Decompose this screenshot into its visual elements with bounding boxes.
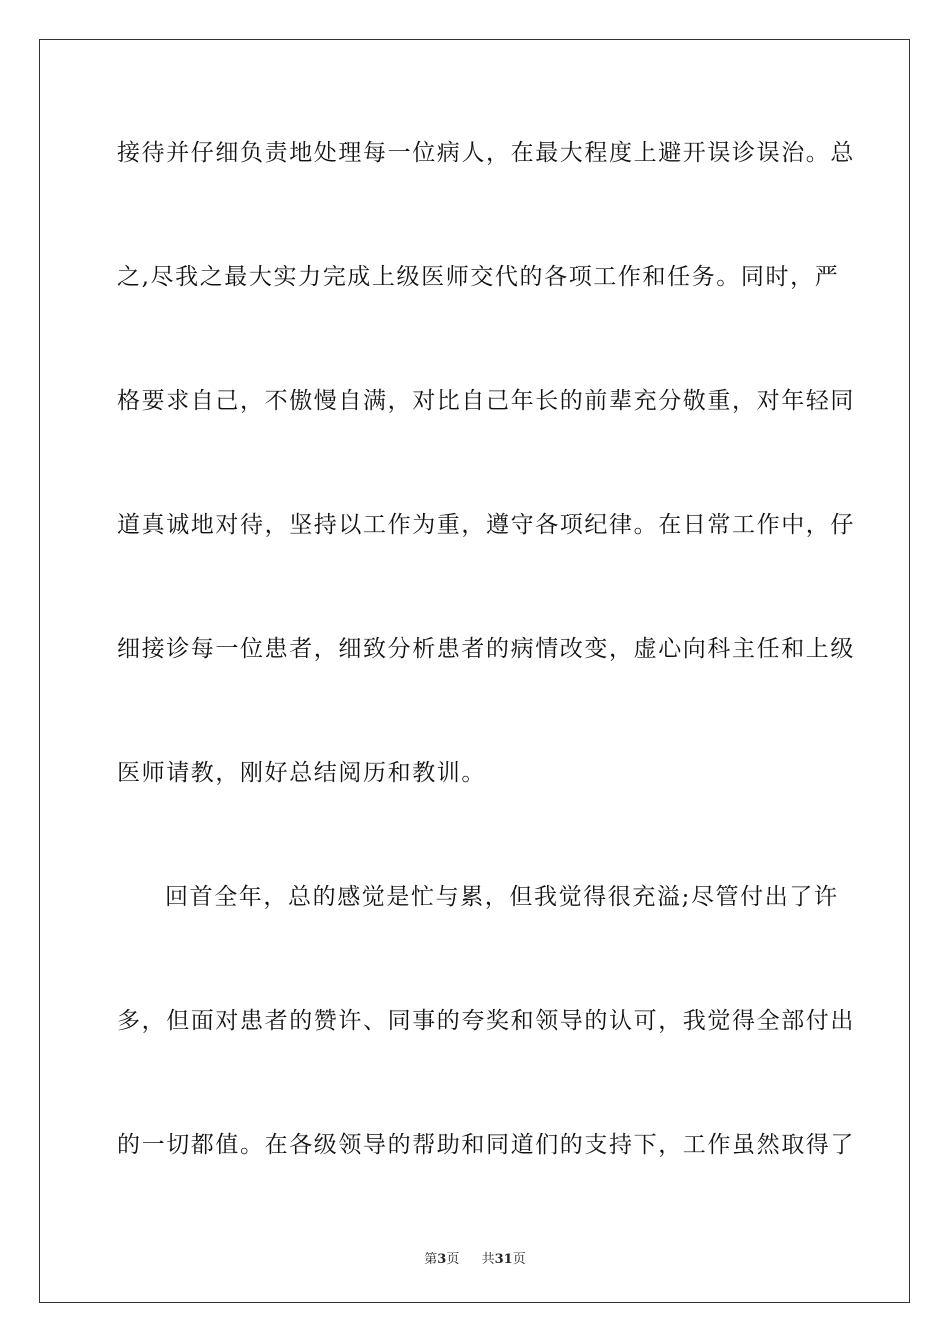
body-text-line: 细接诊每一位患者，细致分析患者的病情改变，虚心向科主任和上级 <box>117 636 855 662</box>
total-suffix: 页 <box>512 1252 526 1267</box>
body-text-line: 之,尽我之最大实力完成上级医师交代的各项工作和任务。同时，严 <box>117 264 840 290</box>
page-footer <box>0 1248 950 1267</box>
body-text-line: 道真诚地对待，坚持以工作为重，遵守各项纪律。在日常工作中，仔 <box>117 512 855 538</box>
page-border <box>39 39 910 1303</box>
page-suffix: 页 <box>446 1252 460 1267</box>
body-text-line: 医师请教，刚好总结阅历和教训。 <box>117 760 486 786</box>
body-text-line: 多，但面对患者的赞许、同事的夸奖和领导的认可，我觉得全部付出 <box>117 1008 855 1034</box>
total-page-count: 31 <box>494 1252 513 1267</box>
total-prefix: 共 <box>481 1252 495 1267</box>
current-page-number: 3 <box>437 1252 447 1267</box>
body-text-line: 格要求自己，不傲慢自满，对比自己年长的前辈充分敬重，对年轻同 <box>117 388 855 414</box>
page-prefix: 第 <box>424 1252 438 1267</box>
body-text-line: 的一切都值。在各级领导的帮助和同道们的支持下，工作虽然取得了 <box>117 1132 855 1158</box>
body-text-line: 接待并仔细负责地处理每一位病人，在最大程度上避开误诊误治。总 <box>117 140 855 166</box>
paragraph-first-line: 回首全年，总的感觉是忙与累，但我觉得很充溢;尽管付出了许 <box>165 884 839 910</box>
